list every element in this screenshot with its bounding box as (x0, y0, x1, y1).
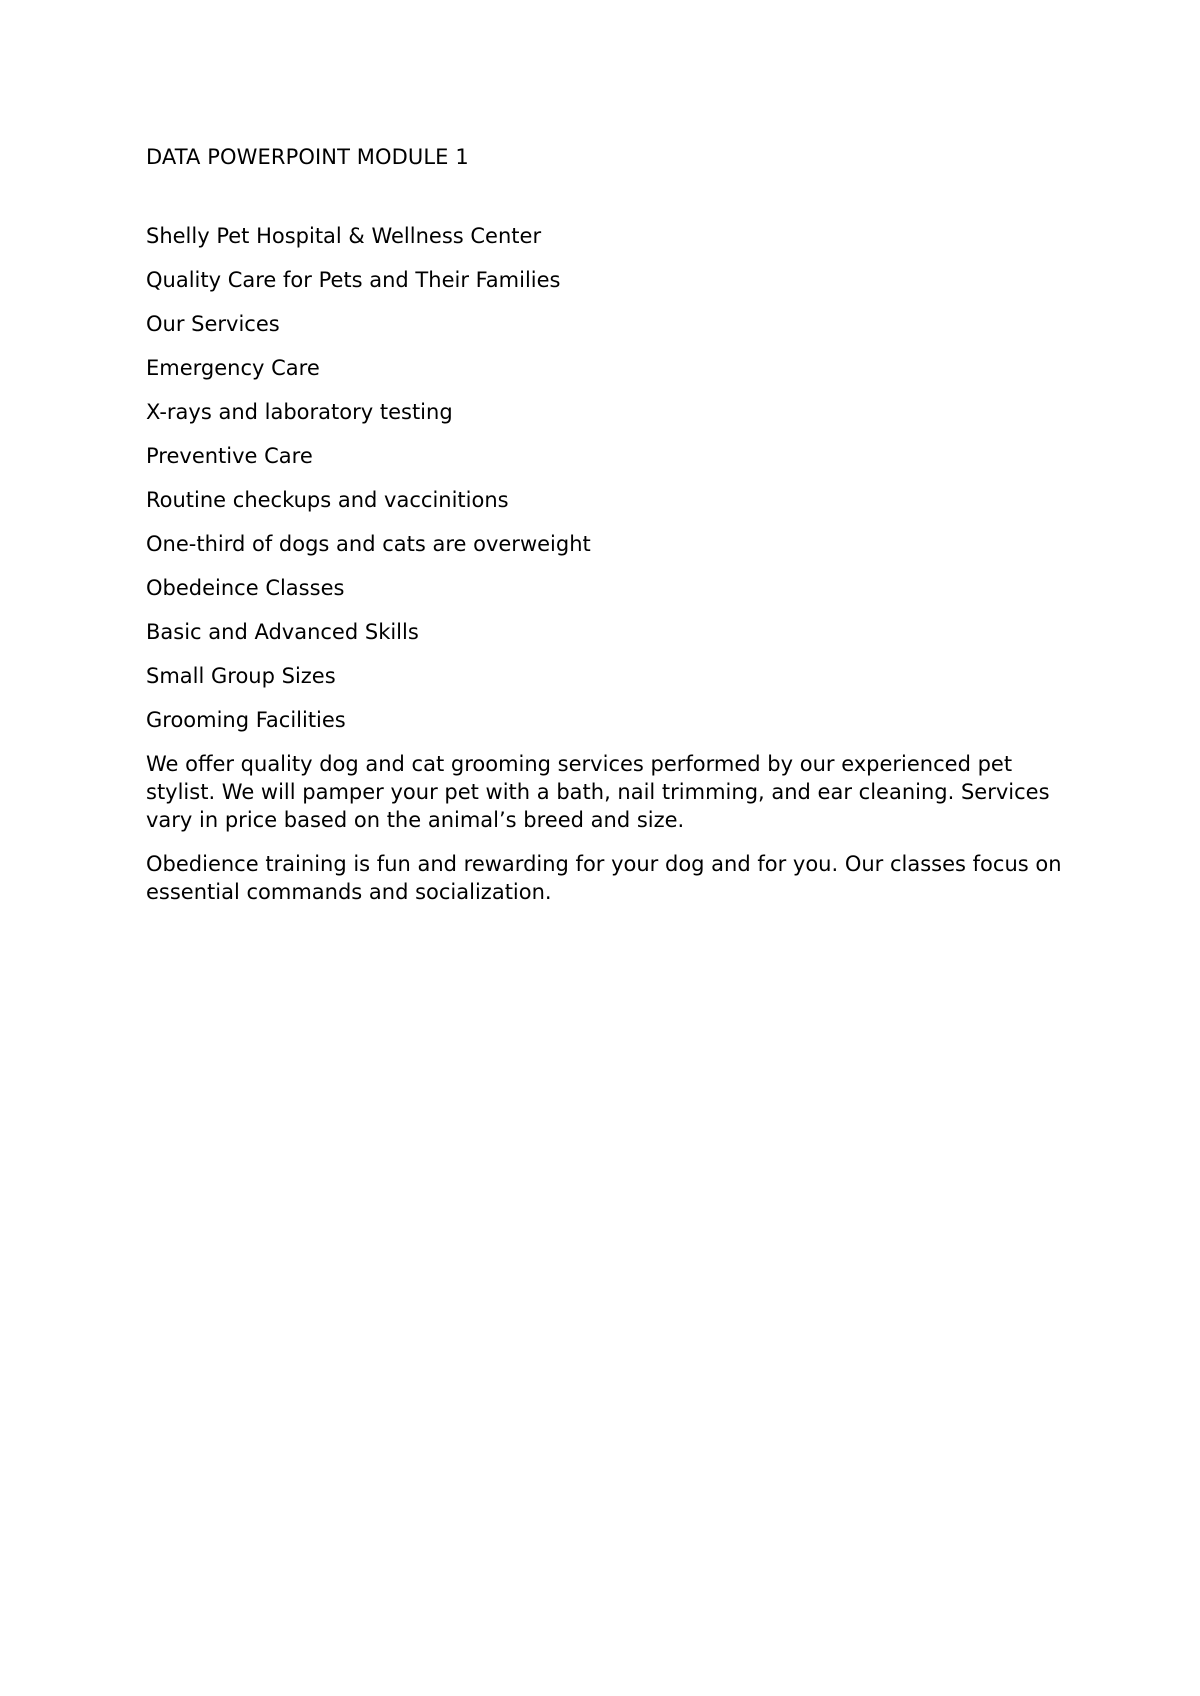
line-grooming-facilities: Grooming Facilities (146, 708, 346, 732)
line-emergency-care: Emergency Care (146, 356, 320, 380)
paragraph-grooming: We offer quality dog and cat grooming services performed by our experienced pet stylist. We will pamper your pet with a bath, nail trimming, and ear cleaning. Services vary in price based on the animal’s breed and size. (146, 752, 1050, 832)
line-small-group-sizes: Small Group Sizes (146, 664, 336, 688)
document-body (146, 142, 1066, 922)
line-overweight-stat: One-third of dogs and cats are overweight (146, 532, 591, 556)
document-title: DATA POWERPOINT MODULE 1 (146, 145, 469, 169)
line-xrays-lab: X-rays and laboratory testing (146, 400, 453, 424)
line-preventive-care: Preventive Care (146, 444, 313, 468)
line-tagline: Quality Care for Pets and Their Families (146, 268, 561, 292)
paragraph-obedience: Obedience training is fun and rewarding for your dog and for you. Our classes focus on essential commands and socialization. (146, 852, 1062, 904)
line-routine-checkups: Routine checkups and vaccinitions (146, 488, 509, 512)
line-our-services: Our Services (146, 312, 280, 336)
line-basic-advanced-skills: Basic and Advanced Skills (146, 620, 419, 644)
line-hospital-name: Shelly Pet Hospital & Wellness Center (146, 224, 542, 248)
line-obedience-classes: Obedeince Classes (146, 576, 345, 600)
